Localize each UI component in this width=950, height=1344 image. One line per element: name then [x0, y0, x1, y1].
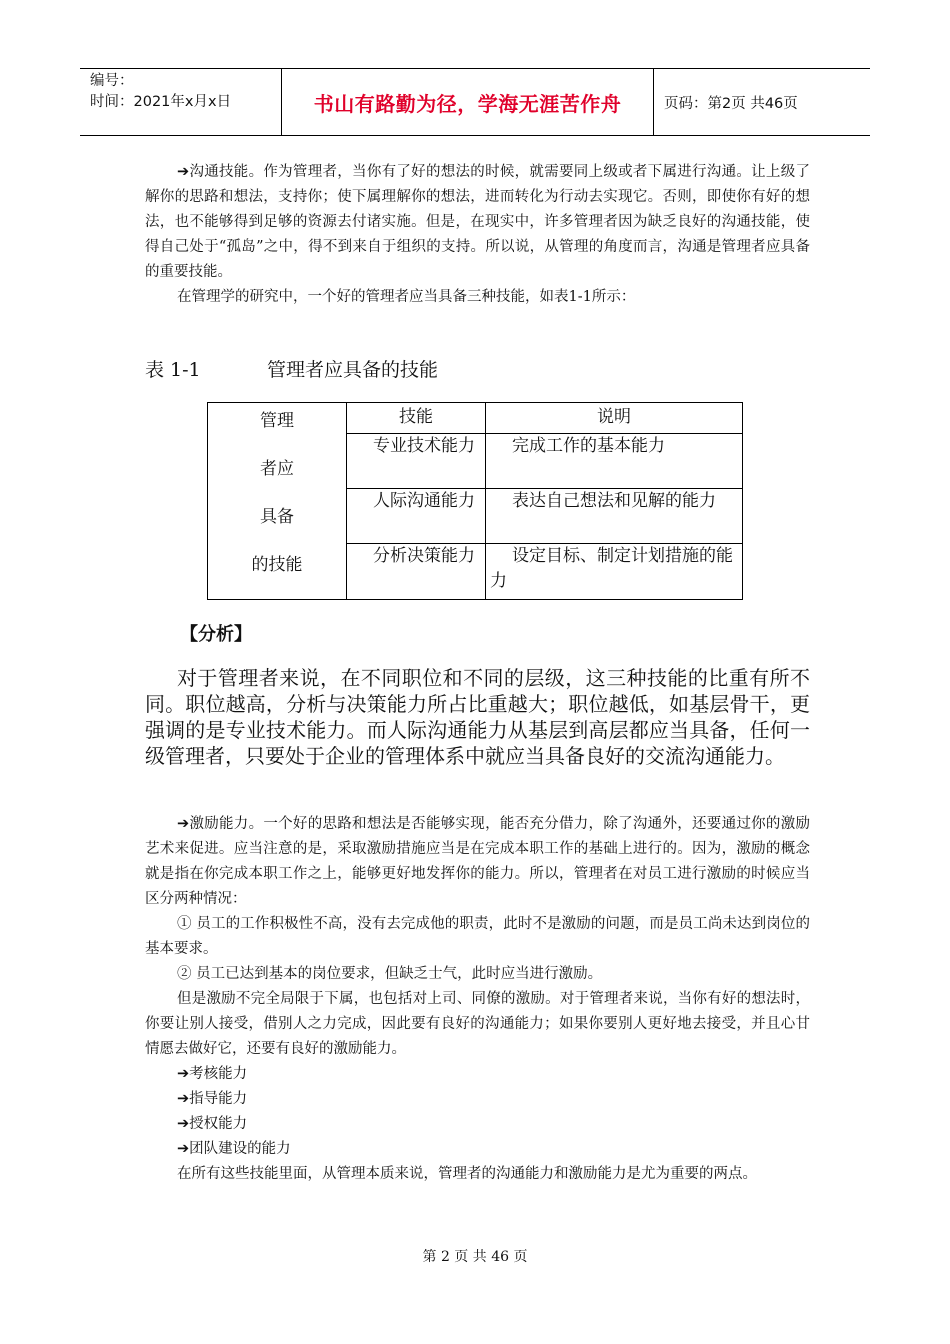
skill-cell: 分析决策能力 — [347, 543, 486, 599]
row-header-cell: 管理 者应 具备 的技能 — [208, 403, 347, 600]
header-meta — [80, 69, 282, 135]
skills-intro: 在管理学的研究中，一个好的管理者应当具备三种技能，如表1-1所示： — [177, 289, 636, 305]
arrow-icon: ➔ — [177, 164, 190, 180]
table-title: 管理者应具备的技能 — [267, 359, 439, 381]
column-header-description: 说明 — [486, 403, 743, 434]
page-footer: 第 2 页 共 46 页 — [422, 1249, 528, 1265]
number-label: 编号： — [90, 73, 134, 89]
analysis-paragraph: 对于管理者来说，在不同职位和不同的层级，这三种技能的比重有所不同。职位越高，分析与决策能力所占比重越大；职位越低，如基层骨干，更强调的是专业技术能力。而人际沟通能力从基层到高层都应当具备，任何一级管理者，只要处于企业的管理体系中就应当具备良好的交流沟通能力。 — [145, 666, 810, 768]
arrow-icon: ➔ — [177, 1116, 190, 1132]
conclusion-paragraph: 在所有这些技能里面，从管理本质来说，管理者的沟通能力和激励能力是尤为重要的两点。 — [177, 1166, 757, 1182]
description-cell: 设定目标、制定计划措施的能力 — [486, 543, 743, 599]
list-item: ➔考核能力 — [177, 1066, 248, 1082]
arrow-icon: ➔ — [177, 1066, 190, 1082]
analysis-title: 【分析】 — [180, 624, 252, 645]
case-two: ② 员工已达到基本的岗位要求，但缺乏士气，此时应当进行激励。 — [177, 966, 603, 982]
table-caption — [145, 355, 438, 382]
header-motto: 书山有路勤为径，学海无涯苦作舟 — [282, 69, 654, 135]
list-item: ➔授权能力 — [177, 1116, 248, 1132]
skills-table — [207, 402, 743, 600]
table-header-row — [208, 403, 743, 434]
communication-paragraph: ➔沟通技能。作为管理者，当你有了好的想法的时候，就需要同上级或者下属进行沟通。让上级了解你的思路和想法，支持你；使下属理解你的想法，进而转化为行动去实现它。否则，即使你有好的想法，也不能够得到足够的资源去付诸实施。但是，在现实中，许多管理者因为缺乏良好的沟通技能，使得自己处于“孤岛”之中，得不到来自于组织的支持。所以说，从管理的角度而言，沟通是管理者应具备的重要技能。 — [145, 164, 810, 280]
page-header — [80, 68, 870, 136]
header-page-info: 页码：第2页 共46页 — [664, 95, 798, 112]
list-item: ➔指导能力 — [177, 1091, 248, 1107]
skill-cell: 专业技术能力 — [347, 433, 486, 488]
table-number: 表 1-1 — [145, 359, 201, 381]
case-one: ① 员工的工作积极性不高，没有去完成他的职责，此时不是激励的问题，而是员工尚未达到岗位的基本要求。 — [145, 916, 810, 957]
incentive-note: 但是激励不完全局限于下属，也包括对上司、同僚的激励。对于管理者来说，当你有好的想法时，你要让别人接受，借别人之力完成，因此要有良好的沟通能力；如果你要别人更好地去接受，并且心甘情愿去做好它，还要有良好的激励能力。 — [145, 991, 810, 1057]
list-item: ➔团队建设的能力 — [177, 1141, 291, 1157]
arrow-icon: ➔ — [177, 1091, 190, 1107]
arrow-icon: ➔ — [177, 1141, 190, 1157]
skill-cell: 人际沟通能力 — [347, 488, 486, 543]
arrow-icon: ➔ — [177, 816, 190, 832]
description-cell: 完成工作的基本能力 — [486, 433, 743, 488]
description-cell: 表达自己想法和见解的能力 — [486, 488, 743, 543]
column-header-skill: 技能 — [347, 403, 486, 434]
incentive-paragraph: ➔激励能力。一个好的思路和想法是否能够实现，能否充分借力，除了沟通外，还要通过你的激励艺术来促进。应当注意的是，采取激励措施应当是在完成本职工作的基础上进行的。因为，激励的概念就是指在你完成本职工作之上，能够更好地发挥你的能力。所以，管理者在对员工进行激励的时候应当区分两种情况： — [145, 816, 810, 907]
time-label: 时间：2021年x月x日 — [90, 94, 232, 110]
